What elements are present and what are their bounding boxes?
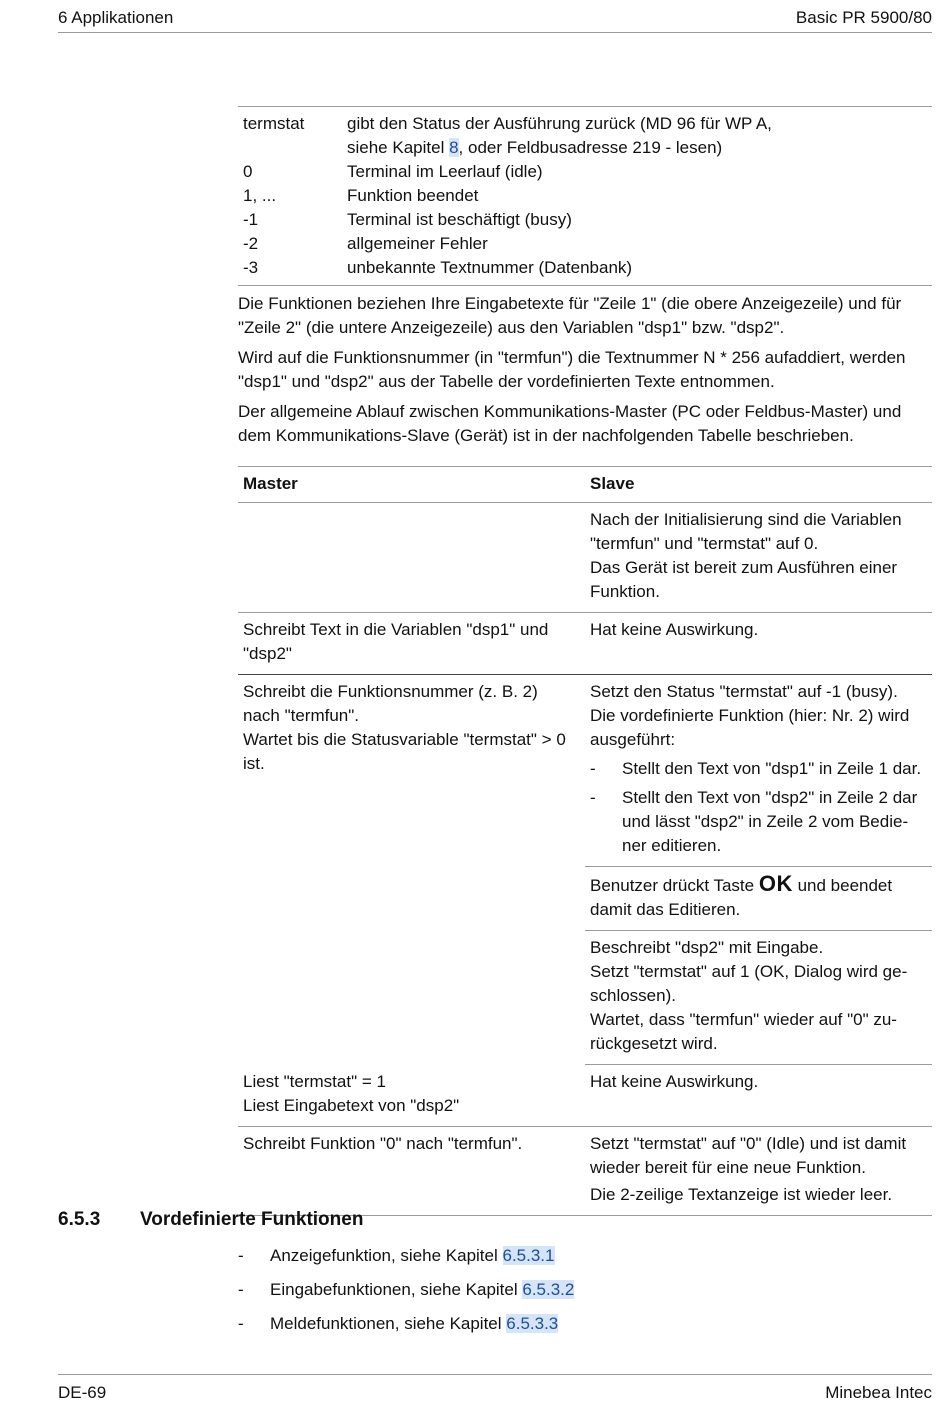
table-row bbox=[238, 613, 932, 675]
table-row bbox=[238, 232, 932, 256]
slave-cell bbox=[585, 503, 932, 613]
chapter-link[interactable]: 6.5.3.3 bbox=[506, 1314, 559, 1333]
list-item bbox=[238, 1278, 574, 1312]
page-number: DE-69 bbox=[58, 1383, 107, 1402]
cell-line: Setzt "termstat" auf 1 (OK, Dialog wird ge- bbox=[590, 962, 908, 981]
master-cell bbox=[238, 613, 585, 675]
bullet-text: Stellt den Text von "dsp1" in Zeile 1 dar. bbox=[622, 759, 922, 778]
cell-line: "dsp2" bbox=[243, 644, 292, 663]
cell-line: ner editieren. bbox=[622, 836, 722, 855]
cell-line: und lässt "dsp2" in Zeile 2 vom Bedie- bbox=[622, 812, 909, 831]
paragraph: Der allgemeine Ablauf zwischen Kommunikations-Master (PC oder Feldbus-Master) und dem Kommunikations-Slave (Gerät) ist in der nachfolgenden Tabelle beschrieben. bbox=[238, 402, 902, 445]
master-slave-table bbox=[238, 466, 932, 1216]
column-header-master: Master bbox=[238, 467, 585, 503]
cell-line: rückgesetzt wird. bbox=[590, 1034, 718, 1053]
cell-line: und beendet bbox=[792, 876, 893, 895]
bullet-text bbox=[622, 786, 917, 858]
chapter-link[interactable]: 6.5.3.2 bbox=[522, 1280, 575, 1299]
cell-line: "termfun" und "termstat" auf 0. bbox=[590, 534, 819, 553]
status-desc: allgemeiner Fehler bbox=[347, 234, 488, 253]
status-desc bbox=[342, 107, 932, 161]
list-text: Anzeigefunktion, siehe Kapitel bbox=[270, 1246, 503, 1265]
master-cell bbox=[238, 1065, 585, 1127]
cell-line: Die vordefinierte Funktion (hier: Nr. 2) wird bbox=[590, 706, 910, 725]
chapter-title: 6 Applikationen bbox=[58, 8, 174, 27]
cell-line: Nach der Initialisierung sind die Variablen bbox=[590, 510, 902, 529]
section-number: 6.5.3 bbox=[58, 1209, 101, 1230]
status-desc: unbekannte Textnummer (Datenbank) bbox=[347, 258, 633, 277]
list-item bbox=[590, 786, 926, 858]
cell-line: Das Gerät ist bereit zum Ausführen einer bbox=[590, 558, 898, 577]
product-name: Basic PR 5900/80 bbox=[795, 8, 932, 27]
slave-cell bbox=[585, 1126, 932, 1215]
dash-marker: - bbox=[238, 1246, 244, 1265]
cell-line: schlossen). bbox=[590, 986, 676, 1005]
cell-line: Funktion. bbox=[590, 582, 660, 601]
cell-line: Wartet bis die Statusvariable "termstat" > 0 bbox=[243, 730, 566, 749]
status-key: 1, ... bbox=[243, 186, 277, 205]
cell-line: Setzt "termstat" auf "0" (Idle) und ist damit bbox=[590, 1133, 907, 1153]
table-row bbox=[238, 160, 932, 184]
cell-line: damit das Editieren. bbox=[590, 900, 741, 919]
dash-marker: - bbox=[238, 1314, 244, 1333]
status-key: -2 bbox=[243, 234, 259, 253]
cell-line: Wartet, dass "termfun" wieder auf "0" zu- bbox=[590, 1010, 897, 1029]
list-item bbox=[238, 1244, 574, 1278]
chapter-link[interactable]: 8 bbox=[449, 138, 459, 157]
cell-line: Liest "termstat" = 1 bbox=[243, 1071, 386, 1091]
cell-line: Liest Eingabetext von "dsp2" bbox=[243, 1095, 460, 1115]
cell-line: wieder bereit für eine neue Funktion. bbox=[590, 1157, 866, 1177]
cell-line: ist. bbox=[243, 754, 265, 773]
slave-cell: Hat keine Auswirkung. bbox=[585, 1065, 932, 1127]
table-row bbox=[238, 256, 932, 286]
cell-line: Benutzer drückt Taste bbox=[590, 876, 759, 895]
chapter-link[interactable]: 6.5.3.1 bbox=[502, 1246, 555, 1265]
table-row bbox=[238, 1065, 932, 1127]
paragraph: Die Funktionen beziehen Ihre Eingabetexte für "Zeile 1" (die obere Anzeigezeile) und für "Zeile 2" (die untere Anzeigezeile) aus den Variablen "dsp1" bzw. "dsp2". bbox=[238, 294, 902, 337]
body-text bbox=[238, 292, 938, 454]
cell-line: Stellt den Text von "dsp2" in Zeile 2 dar bbox=[622, 788, 918, 807]
dash-marker: - bbox=[590, 759, 596, 778]
function-list bbox=[238, 1244, 574, 1346]
status-key: 0 bbox=[243, 162, 253, 181]
status-table bbox=[238, 106, 932, 286]
status-desc: Terminal im Leerlauf (idle) bbox=[347, 162, 543, 181]
table-row bbox=[238, 208, 932, 232]
slave-cell bbox=[585, 931, 932, 1065]
section-heading bbox=[58, 1208, 363, 1232]
status-desc-line: gibt den Status der Ausführung zurück (MD 96 für WP A, bbox=[347, 114, 772, 133]
cell-line: Setzt den Status "termstat" auf -1 (busy). bbox=[590, 682, 898, 701]
status-key: -3 bbox=[243, 258, 259, 277]
slave-cell bbox=[585, 675, 932, 867]
list-text: Meldefunktionen, siehe Kapitel bbox=[270, 1314, 507, 1333]
slave-cell: Hat keine Auswirkung. bbox=[590, 620, 759, 639]
table-row bbox=[238, 675, 932, 867]
status-desc: Terminal ist beschäftigt (busy) bbox=[347, 210, 572, 229]
column-header-slave: Slave bbox=[585, 467, 932, 503]
page-footer bbox=[58, 1374, 932, 1402]
status-key: termstat bbox=[243, 114, 305, 133]
table-row bbox=[238, 1126, 932, 1215]
master-cell bbox=[238, 503, 585, 613]
master-cell: Schreibt Funktion "0" nach "termfun". bbox=[238, 1126, 585, 1215]
cell-line: nach "termfun". bbox=[243, 706, 360, 725]
status-key: -1 bbox=[243, 210, 259, 229]
dash-marker: - bbox=[238, 1280, 244, 1299]
cell-line: Schreibt Text in die Variablen "dsp1" und bbox=[243, 620, 549, 639]
cell-line: Die 2-zeilige Textanzeige ist wieder leer. bbox=[590, 1184, 893, 1204]
table-header-row bbox=[238, 467, 932, 503]
slave-cell bbox=[585, 867, 932, 931]
table-row bbox=[238, 503, 932, 613]
status-desc: Funktion beendet bbox=[347, 186, 479, 205]
cell-line: Schreibt die Funktionsnummer (z. B. 2) bbox=[243, 682, 538, 701]
table-row bbox=[238, 107, 932, 161]
cell-line: ausgeführt: bbox=[590, 730, 676, 749]
list-text: Eingabefunktionen, siehe Kapitel bbox=[270, 1280, 523, 1299]
dash-marker: - bbox=[590, 788, 596, 807]
page-header bbox=[58, 4, 932, 33]
master-cell bbox=[238, 675, 585, 1065]
paragraph: Wird auf die Funktionsnummer (in "termfun") die Textnummer N * 256 aufaddiert, werden "dsp1" und "dsp2" aus der Tabelle der vordefinierten Texte entnommen. bbox=[238, 348, 906, 391]
status-desc-line: siehe Kapitel bbox=[347, 138, 450, 157]
cell-line: Beschreibt "dsp2" mit Eingabe. bbox=[590, 938, 824, 957]
section-title: Vordefinierte Funktionen bbox=[140, 1209, 364, 1230]
list-item bbox=[238, 1312, 574, 1346]
ok-key-label: OK bbox=[758, 871, 793, 896]
company-name: Minebea Intec bbox=[825, 1383, 932, 1402]
list-item bbox=[590, 757, 926, 781]
table-row bbox=[238, 184, 932, 208]
status-desc-line: , oder Feldbusadresse 219 - lesen) bbox=[458, 138, 723, 157]
